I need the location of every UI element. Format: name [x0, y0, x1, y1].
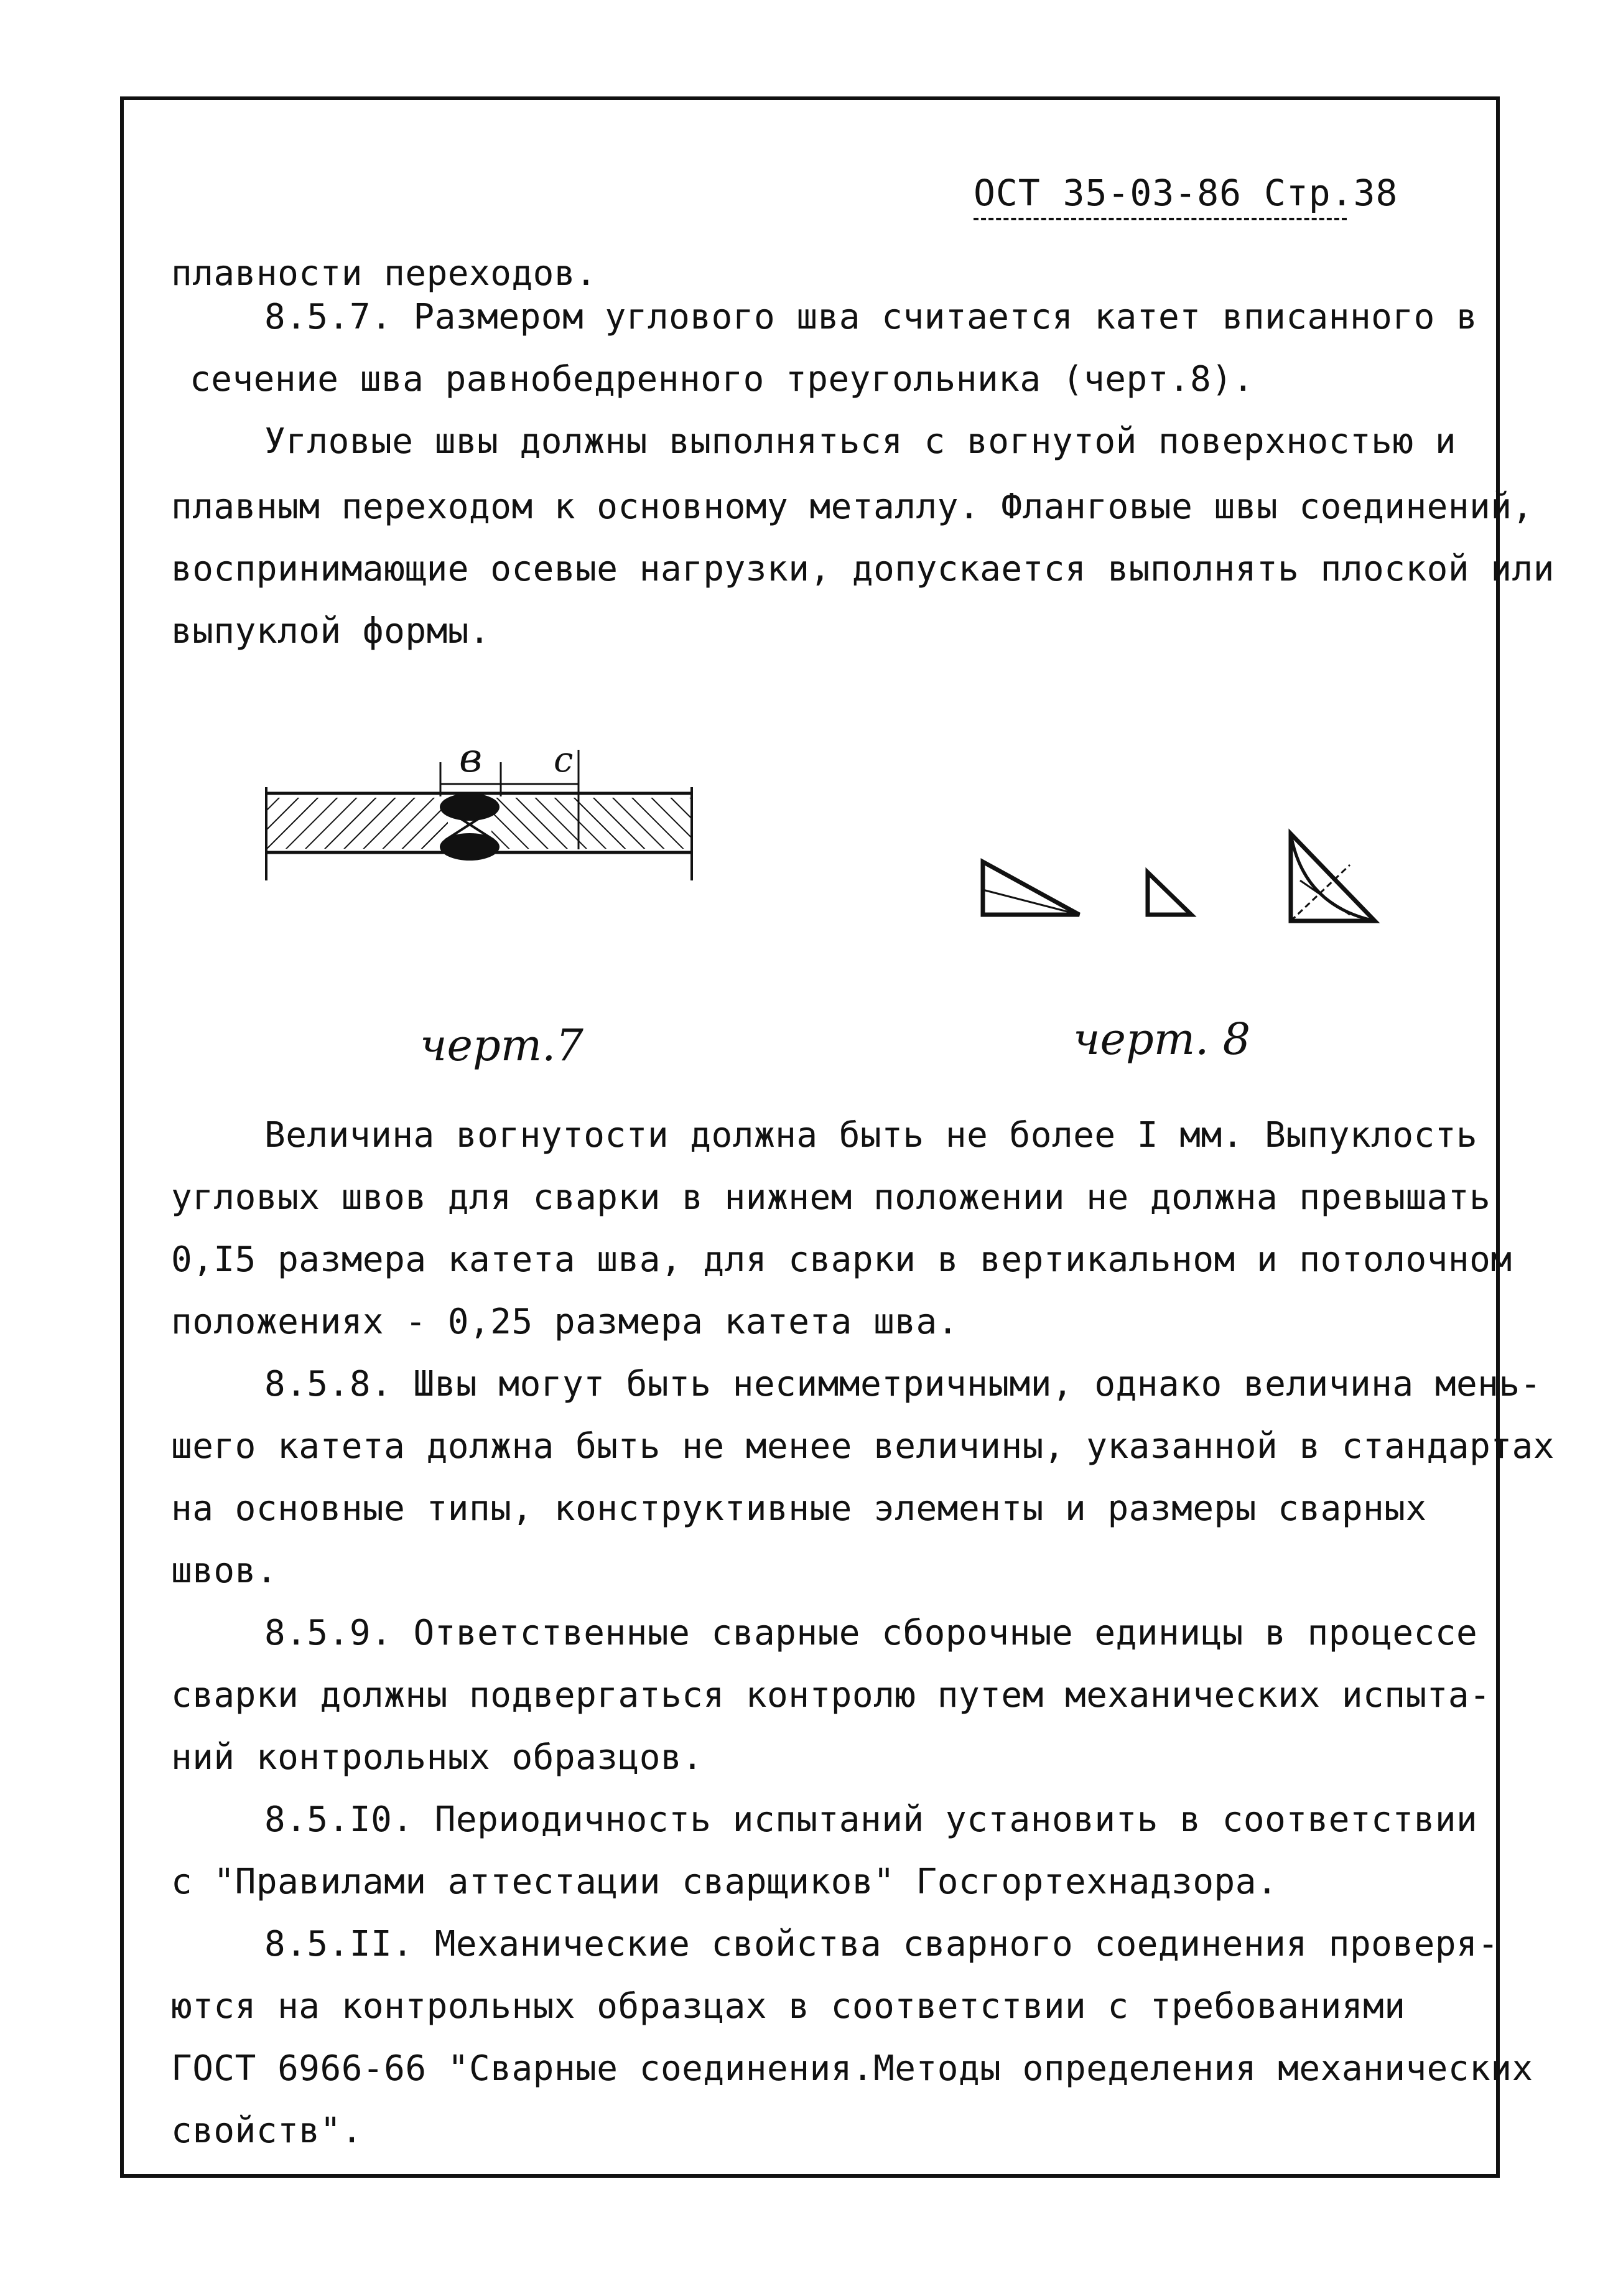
figure-7-label-b: в	[459, 737, 483, 782]
header-underline	[974, 218, 1347, 220]
text-line-12: 8.5.8. Швы могут быть несимметричными, однако величина мень-	[264, 1364, 1541, 1404]
figure-7-caption: черт.7	[420, 1020, 583, 1071]
text-line-22: ются на контрольных образцах в соответствии с требованиями	[171, 1986, 1406, 2027]
text-line-11: положениях - 0,25 размера катета шва.	[171, 1302, 959, 1342]
text-line-9: угловых швов для сварки в нижнем положении не должна превышать	[171, 1177, 1491, 1218]
text-line-1: плавности переходов.	[171, 253, 597, 294]
text-line-2: 8.5.7. Размером углового шва считается катет вписанного в	[264, 297, 1478, 337]
text-line-16: 8.5.9. Ответственные сварные сборочные единицы в процессе	[264, 1613, 1478, 1653]
document-header-code: ОСТ 35-03-86 Стр.38	[974, 172, 1398, 214]
text-line-17: сварки должны подвергаться контролю путем механических испыта-	[171, 1675, 1491, 1715]
text-line-10: 0,I5 размера катета шва, для сварки в вертикальном и потолочном	[171, 1239, 1512, 1280]
text-line-6: воспринимающие осевые нагрузки, допускается выполнять плоской или	[171, 549, 1555, 589]
text-line-21: 8.5.II. Механические свойства сварного соединения проверя-	[264, 1924, 1499, 1964]
figure-8-fillet-triangles	[977, 828, 1412, 940]
text-line-5: плавным переходом к основному металлу. Фланговые швы соединений,	[171, 487, 1533, 527]
text-line-3: сечение шва равнобедренного треугольника (черт.8).	[190, 359, 1254, 399]
text-line-19: 8.5.I0. Периодичность испытаний установить в соответствии	[264, 1799, 1478, 1840]
text-line-18: ний контрольных образцов.	[171, 1737, 704, 1778]
text-line-23: ГОСТ 6966-66 "Сварные соединения.Методы определения механических	[171, 2048, 1533, 2089]
text-line-4: Угловые швы должны выполняться с вогнутой поверхностью и	[264, 421, 1457, 462]
figure-8-caption: черт. 8	[1073, 1014, 1251, 1065]
text-line-20: с "Правилами аттестации сварщиков" Госгортехнадзора.	[171, 1862, 1278, 1902]
text-line-14: на основные типы, конструктивные элементы и размеры сварных	[171, 1488, 1427, 1529]
figure-7-weld-section	[261, 737, 697, 887]
text-line-8: Величина вогнутости должна быть не более I мм. Выпуклость	[264, 1115, 1478, 1155]
text-line-13: шего катета должна быть не менее величины, указанной в стандартах	[171, 1426, 1555, 1467]
text-line-24: свойств".	[171, 2111, 363, 2151]
figure-7-label-c: с	[554, 740, 574, 780]
text-line-15: швов.	[171, 1551, 278, 1591]
text-line-7: выпуклой формы.	[171, 611, 491, 651]
